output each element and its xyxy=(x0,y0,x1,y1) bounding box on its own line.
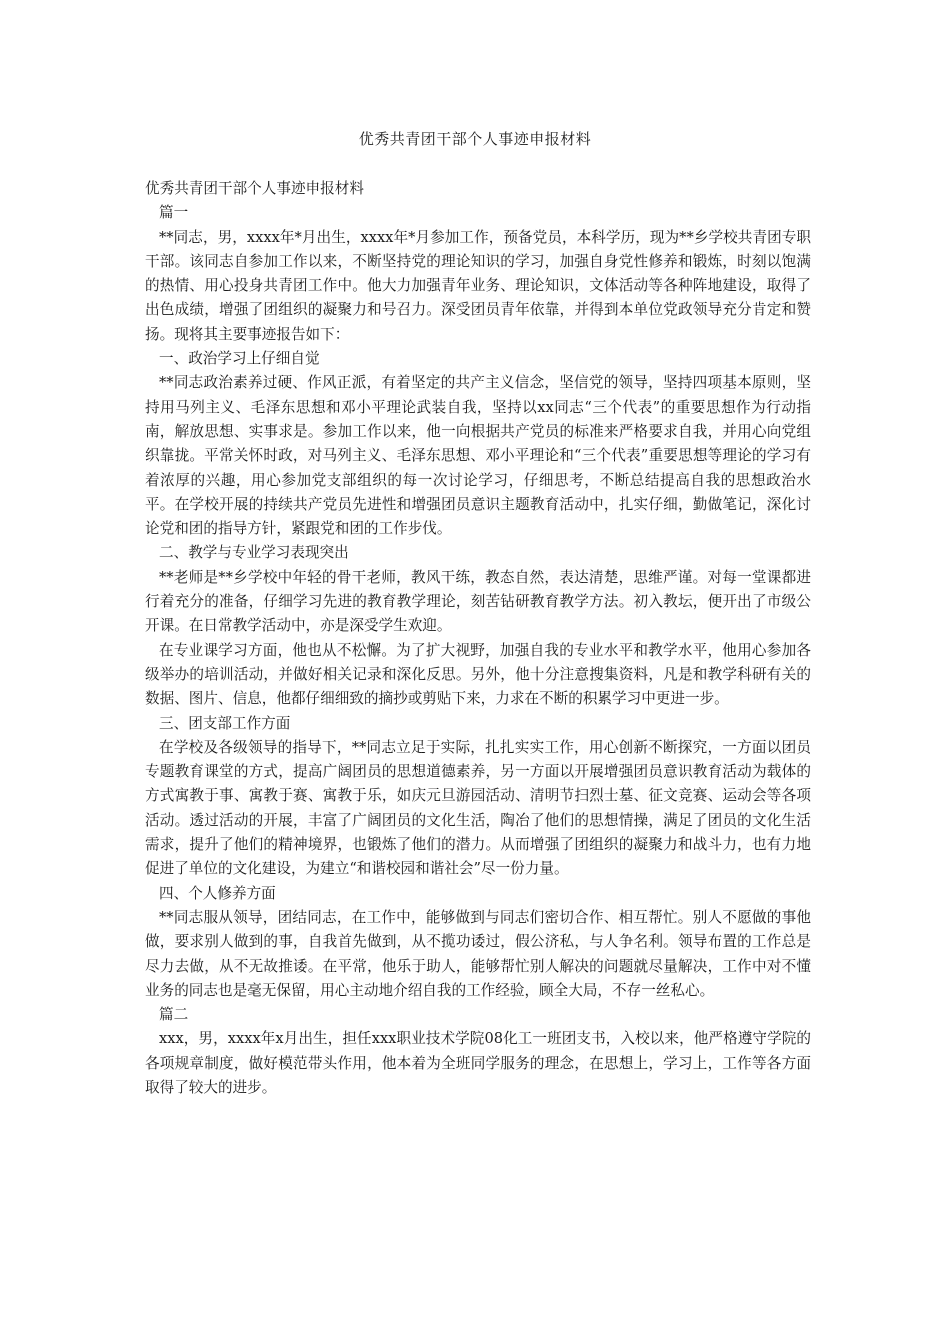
intro-paragraph: **同志，男，xxxx年*月出生，xxxx年*月参加工作，预备党员，本科学历，现为**乡学校共青团专职干部。该同志自参加工作以来，不断坚持党的理论知识的学习，加强自身党性修养和锻炼，时刻以饱满的热情、用心投身共青团工作中。他大力加强青年业务、理论知识，文体活动等各种阵地建设，取得了出色成绩，增强了团组织的凝聚力和号召力。深受团员青年依靠，并得到本单位党政领导充分肯定和赞扬。现将其主要事迹报告如下： xyxy=(145,228,811,343)
section-label-part-one: 篇一 xyxy=(159,204,189,222)
study-paragraph: 在专业课学习方面，他也从不松懈。为了扩大视野，加强自我的专业水平和教学水平，他用心参加各级举办的培训活动，并做好相关记录和深化反思。另外，他十分注意搜集资料，凡是和教学科研有关的数据、图片、信息，他都仔细细致的摘抄或剪贴下来，力求在不断的积累学习中更进一步。 xyxy=(145,641,811,708)
personal-paragraph: **同志服从领导，团结同志，在工作中，能够做到与同志们密切合作、相互帮忙。别人不愿做的事他做，要求别人做到的事，自我首先做到，从不揽功诿过，假公济私，与人争名利。领导布置的工作总是尽力去做，从不无故推诿。在平常，他乐于助人，能够帮忙别人解决的问题就尽量解决，工作中对不懂业务的同志也是毫无保留，用心主动地介绍自我的工作经验，顾全大局，不存一丝私心。 xyxy=(145,908,811,999)
politics-paragraph: **同志政治素养过硬、作风正派，有着坚定的共产主义信念，坚信党的领导，坚持四项基本原则，坚持用马列主义、毛泽东思想和邓小平理论武装自我，坚持以xx同志“三个代表”的重要思想作为行动指南，解放思想、实事求是。参加工作以来，他一向根据共产党员的标准来严格要求自我，并用心向党组织靠拢。平常关怀时政，对马列主义、毛泽东思想、邓小平理论和“三个代表”重要思想等理论的学习有着浓厚的兴趣，用心参加党支部组织的每一次讨论学习，仔细思考，不断总结提高自我的思想政治水平。在学校开展的持续共产党员先进性和增强团员意识主题教育活动中，扎实仔细，勤做笔记，深化讨论党和团的指导方针，紧跟党和团的工作步伐。 xyxy=(145,374,811,538)
document-body xyxy=(145,177,811,1100)
league-work-paragraph: 在学校及各级领导的指导下，**同志立足于实际，扎扎实实工作，用心创新不断探究，一方面以团员专题教育课堂的方式，提高广阔团员的思想道德素养，另一方面以开展增强团员意识教育活动为载体的方式寓教于事、寓教于赛、寓教于乐，如庆元旦游园活动、清明节扫烈士墓、征文竞赛、运动会等各项活动。透过活动的开展，丰富了广阔团员的文化生活，陶冶了他们的思想情操，满足了团员的文化生活需求，提升了他们的精神境界，也锻炼了他们的潜力。从而增强了团组织的凝聚力和战斗力，也有力地促进了单位的文化建设，为建立“和谐校园和谐社会”尽一份力量。 xyxy=(145,738,811,878)
section-heading-league-work: 三、团支部工作方面 xyxy=(159,714,291,732)
section-heading-politics: 一、政治学习上仔细自觉 xyxy=(159,350,320,368)
section-label-part-two: 篇二 xyxy=(159,1006,189,1024)
part-two-paragraph: xxx，男，xxxx年x月出生，担任xxx职业技术学院08化工一班团支书，入校以来，他严格遵守学院的各项规章制度，做好模范带头作用，他本着为全班同学服务的理念，在思想上，学习上，工作等各方面取得了较大的进步。 xyxy=(145,1030,811,1096)
body-heading: 优秀共青团干部个人事迹申报材料 xyxy=(145,180,364,197)
document-title: 优秀共青团干部个人事迹申报材料 xyxy=(358,130,592,148)
teaching-paragraph: **老师是**乡学校中年轻的骨干老师，教风干练，教态自然，表达清楚，思维严谨。对每一堂课都进行着充分的准备，仔细学习先进的教育教学理论，刻苦钻研教育教学方法。初入教坛，便开出了市级公开课。在日常教学活动中，亦是深受学生欢迎。 xyxy=(145,568,811,635)
section-heading-teaching: 二、教学与专业学习表现突出 xyxy=(159,544,349,562)
section-heading-personal: 四、个人修养方面 xyxy=(159,884,276,902)
